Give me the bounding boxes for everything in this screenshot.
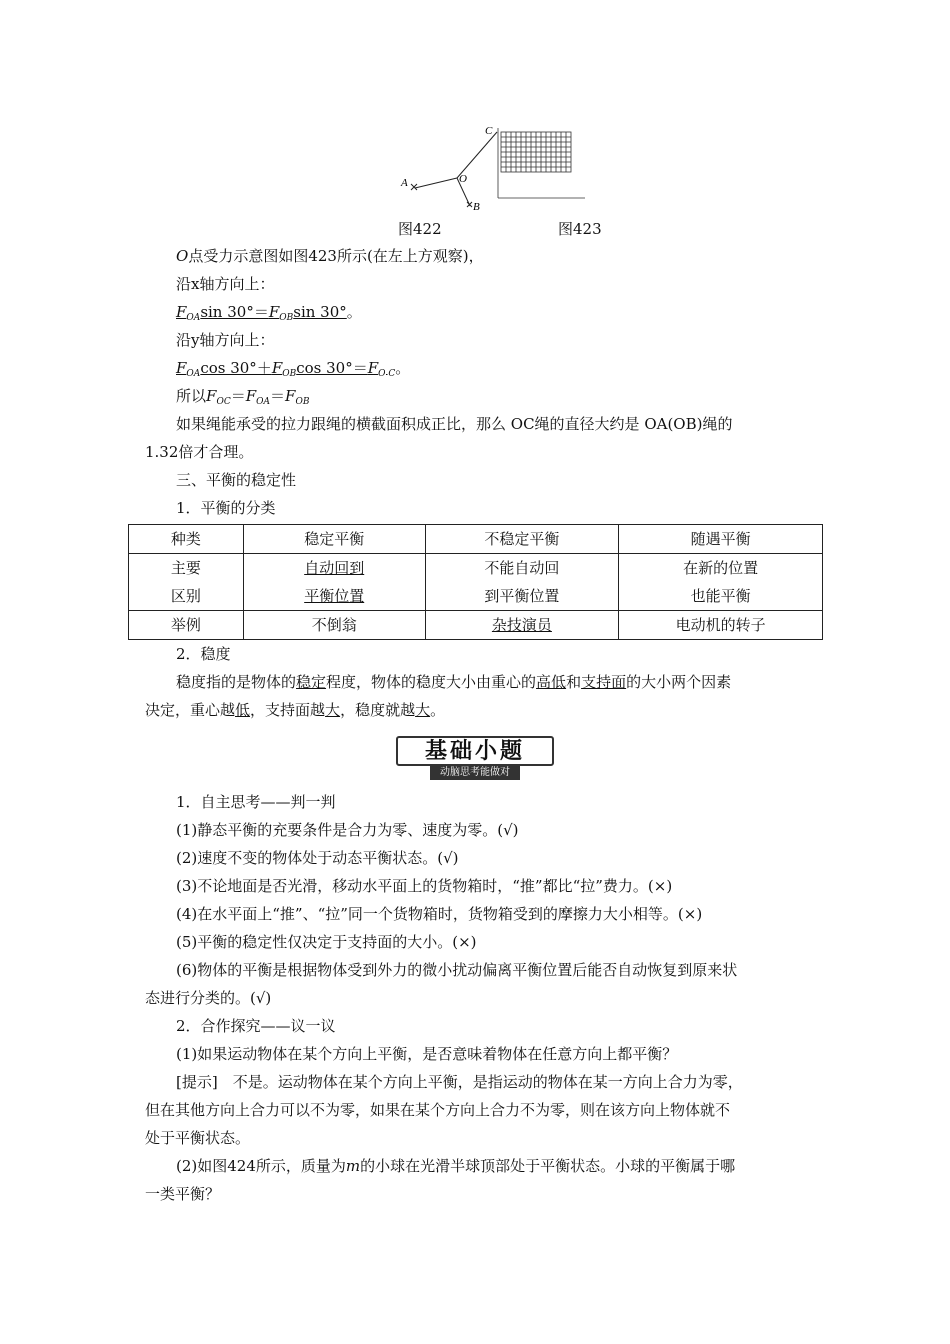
section-title: 三、平衡的稳定性 [176, 471, 297, 489]
table-cell: 举例 [129, 611, 244, 640]
table-cell: 杂技演员 [425, 611, 619, 640]
quiz-item: (1)静态平衡的充要条件是合力为零、速度为零。(√) [176, 821, 519, 839]
figure-caption-left: 图422 [398, 220, 442, 238]
label-b: B [473, 201, 480, 213]
quiz-item: (4)在水平面上“推”、“拉”同一个货物箱时，货物箱受到的摩擦力大小相等。(×) [176, 905, 703, 923]
hint-line: 但在其他方向上合力可以不为零，如果在某个方向上合力不为零，则在该方向上物体就不 [145, 1101, 731, 1119]
so-line: 所以$F_{OC}=F_{OA}=F_{OB}$ [176, 387, 310, 407]
quiz-item: (3)不论地面是否光滑，移动水平面上的货物箱时，“推”都比“拉”费力。(×) [176, 877, 673, 895]
subsection-classification: 1．平衡的分类 [176, 499, 276, 517]
label-a: A [401, 177, 408, 189]
table-row [129, 554, 823, 611]
table-cell: 随遇平衡 [619, 525, 823, 554]
ratio-paragraph-2: 1.32倍才合理。 [145, 443, 254, 461]
table-cell: 种类 [129, 525, 244, 554]
x-axis-line: 沿x轴方向上： [176, 275, 275, 293]
table-cell: 稳定平衡 [243, 525, 425, 554]
figure-caption-right: 图423 [558, 220, 602, 238]
quiz-item: (2)速度不变的物体处于动态平衡状态。(√) [176, 849, 459, 867]
badge-title: 基础小题 [396, 736, 554, 766]
x-equation: $F_{OA}\sin$ $30^\circ=F_{OB}\sin$ 30°。 [176, 303, 362, 323]
table-cell: 不稳定平衡 [425, 525, 619, 554]
table-cell: 不能自动回 到平衡位置 [425, 554, 619, 611]
force-diagram-figure [395, 120, 595, 215]
label-o: O [459, 173, 467, 185]
quiz-item-cont: 态进行分类的。(√) [145, 989, 272, 1007]
quiz-heading-1: 1．自主思考——判一判 [176, 793, 336, 811]
stability-paragraph-2: 决定，重心越低，支持面越大，稳度就越大。 [145, 701, 446, 719]
table-cell: 电动机的转子 [619, 611, 823, 640]
subsection-stability: 2．稳度 [176, 645, 231, 663]
table-cell: 自动回到 平衡位置 [243, 554, 425, 611]
quiz-item: (6)物体的平衡是根据物体受到外力的微小扰动偏离平衡位置后能否自动恢复到原来状 [176, 961, 738, 979]
quiz-item: (5)平衡的稳定性仅决定于支持面的大小。(×) [176, 933, 477, 951]
table-cell: 不倒翁 [243, 611, 425, 640]
hint-line: 处于平衡状态。 [145, 1129, 251, 1147]
table-cell: 主要 区别 [129, 554, 244, 611]
discussion-question-cont: 一类平衡？ [145, 1185, 221, 1203]
label-c: C [485, 125, 493, 137]
table-cell: 在新的位置 也能平衡 [619, 554, 823, 611]
quiz-heading-2: 2．合作探究——议一议 [176, 1017, 336, 1035]
intro-line: O点受力示意图如图423所示(在左上方观察)， [176, 247, 484, 265]
rope-diagram [411, 132, 497, 207]
discussion-question: (2)如图424所示，质量为m的小球在光滑半球顶部处于平衡状态。小球的平衡属于哪 [176, 1157, 736, 1175]
table-row [129, 611, 823, 640]
net-grid [498, 128, 585, 198]
hint-line: [提示] 不是。运动物体在某个方向上平衡，是指运动的物体在某一方向上合力为零， [176, 1073, 743, 1091]
ratio-paragraph-1: 如果绳能承受的拉力跟绳的横截面积成正比，那么 OC绳的直径大约是 OA(OB)绳的 [176, 415, 733, 433]
badge-subtitle: 动脑思考能做对 [430, 766, 520, 780]
table-header-row [129, 525, 823, 554]
y-equation: $F_{OA}\cos$ $30^\circ+F_{OB}\cos$ $30^\circ=F_{O C}$。 [176, 359, 411, 379]
section-badge [396, 736, 554, 780]
equilibrium-table [128, 524, 823, 640]
stability-paragraph-1: 稳度指的是物体的稳定程度，物体的稳度大小由重心的高低和支持面的大小两个因素 [176, 673, 732, 691]
y-axis-line: 沿y轴方向上： [176, 331, 275, 349]
discussion-question: (1)如果运动物体在某个方向上平衡，是否意味着物体在任意方向上都平衡？ [176, 1045, 678, 1063]
